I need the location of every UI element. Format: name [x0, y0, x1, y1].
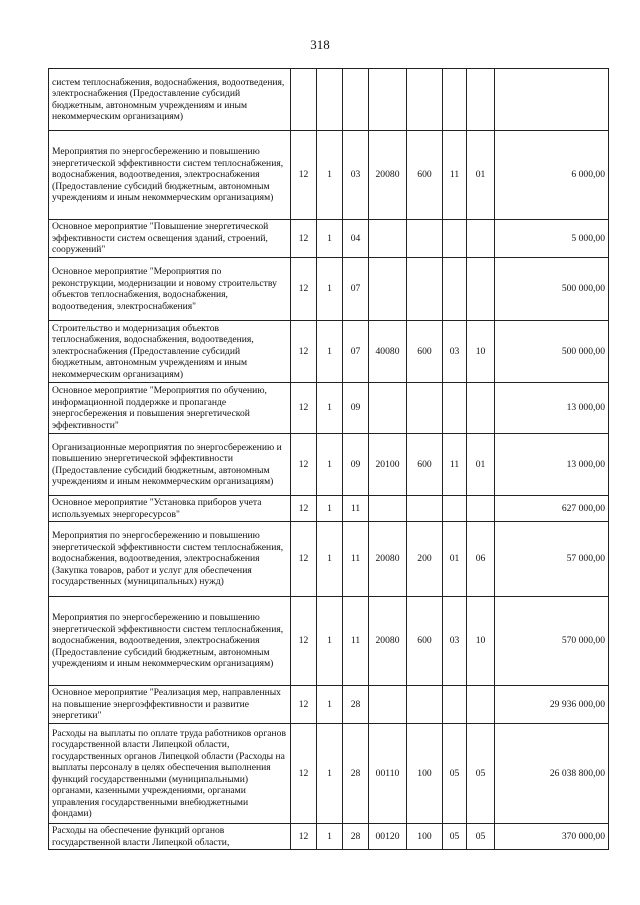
program-code: 12 — [291, 724, 317, 824]
program-code — [291, 69, 317, 131]
amount-cell: 6 000,00 — [495, 131, 609, 220]
row-description: Строительство и модернизация объектов теплоснабжения, водоснабжения, водоотведения, электроснабжения (Предоставление субсидий бюджетным, автономным учреждениям и иным некоммерческим организациям) — [49, 321, 291, 383]
table-row — [49, 321, 609, 383]
row-description: Основное мероприятие "Мероприятия по обучению, информационной поддержке и пропаганде энергосбережения и повышения энергетической эффективности" — [49, 383, 291, 434]
program-code: 12 — [291, 131, 317, 220]
amount-cell: 29 936 000,00 — [495, 686, 609, 724]
table-row — [49, 724, 609, 824]
amount-cell: 627 000,00 — [495, 496, 609, 522]
table-row — [49, 597, 609, 686]
subprogram-code: 1 — [317, 434, 343, 496]
direction-code: 20080 — [369, 597, 407, 686]
subprogram-code: 1 — [317, 824, 343, 850]
subsection-code: 06 — [467, 522, 495, 597]
section-code: 11 — [443, 434, 467, 496]
activity-code: 11 — [343, 496, 369, 522]
subsection-code: 10 — [467, 321, 495, 383]
subsection-code — [467, 258, 495, 321]
section-code — [443, 220, 467, 258]
table-row — [49, 69, 609, 131]
row-description: Расходы на выплаты по оплате труда работников органов государственной власти Липецкой области, государственных органов Липецкой области (Расходы на выплаты персоналу в целях обеспечения выполнения функций государственными (муниципальными) органами, казенными учреждениями, органами управления государственными внебюджетными фондами) — [49, 724, 291, 824]
expense-type-code: 600 — [407, 131, 443, 220]
table-row — [49, 824, 609, 850]
section-code — [443, 69, 467, 131]
expense-type-code: 600 — [407, 321, 443, 383]
direction-code — [369, 258, 407, 321]
table-row — [49, 131, 609, 220]
subsection-code: 05 — [467, 824, 495, 850]
expense-type-code: 100 — [407, 824, 443, 850]
table-body — [49, 69, 609, 850]
amount-cell: 570 000,00 — [495, 597, 609, 686]
program-code: 12 — [291, 496, 317, 522]
section-code — [443, 258, 467, 321]
row-description: Основное мероприятие "Повышение энергетической эффективности систем освещения зданий, строений, сооружений" — [49, 220, 291, 258]
activity-code: 09 — [343, 434, 369, 496]
subprogram-code: 1 — [317, 496, 343, 522]
section-code — [443, 686, 467, 724]
direction-code — [369, 383, 407, 434]
section-code: 11 — [443, 131, 467, 220]
direction-code: 20100 — [369, 434, 407, 496]
subsection-code: 01 — [467, 131, 495, 220]
activity-code: 11 — [343, 522, 369, 597]
section-code: 05 — [443, 724, 467, 824]
subprogram-code: 1 — [317, 220, 343, 258]
activity-code: 04 — [343, 220, 369, 258]
subsection-code: 05 — [467, 724, 495, 824]
activity-code — [343, 69, 369, 131]
subsection-code: 10 — [467, 597, 495, 686]
subprogram-code: 1 — [317, 131, 343, 220]
row-description: систем теплоснабжения, водоснабжения, водоотведения, электроснабжения (Предоставление субсидий бюджетным, автономным учреждениям и иным некоммерческим организациям) — [49, 69, 291, 131]
expense-type-code: 200 — [407, 522, 443, 597]
table-row — [49, 220, 609, 258]
amount-cell: 13 000,00 — [495, 383, 609, 434]
activity-code: 28 — [343, 724, 369, 824]
subprogram-code: 1 — [317, 724, 343, 824]
table-row — [49, 496, 609, 522]
direction-code: 40080 — [369, 321, 407, 383]
expense-type-code: 100 — [407, 724, 443, 824]
row-description: Мероприятия по энергосбережению и повышению энергетической эффективности систем теплоснабжения, водоснабжения, водоотведения, электроснабжения (Предоставление субсидий бюджетным, автономным учреждениям и иным некоммерческим организациям) — [49, 131, 291, 220]
amount-cell: 26 038 800,00 — [495, 724, 609, 824]
subprogram-code: 1 — [317, 597, 343, 686]
amount-cell — [495, 69, 609, 131]
program-code: 12 — [291, 220, 317, 258]
direction-code: 20080 — [369, 522, 407, 597]
table-row — [49, 258, 609, 321]
activity-code: 28 — [343, 686, 369, 724]
program-code: 12 — [291, 686, 317, 724]
expense-type-code — [407, 220, 443, 258]
amount-cell: 500 000,00 — [495, 258, 609, 321]
row-description: Основное мероприятие "Установка приборов учета используемых энергоресурсов" — [49, 496, 291, 522]
section-code — [443, 496, 467, 522]
activity-code: 09 — [343, 383, 369, 434]
program-code: 12 — [291, 321, 317, 383]
direction-code — [369, 220, 407, 258]
row-description: Организационные мероприятия по энергосбережению и повышению энергетической эффективности (Предоставление субсидий бюджетным, автономным учреждениям и иным некоммерческим организациям) — [49, 434, 291, 496]
expense-type-code — [407, 69, 443, 131]
section-code: 03 — [443, 597, 467, 686]
direction-code: 00110 — [369, 724, 407, 824]
subsection-code — [467, 69, 495, 131]
table-row — [49, 434, 609, 496]
expense-type-code — [407, 686, 443, 724]
row-description: Расходы на обеспечение функций органов государственной власти Липецкой области, — [49, 824, 291, 850]
activity-code: 11 — [343, 597, 369, 686]
subsection-code — [467, 220, 495, 258]
subprogram-code: 1 — [317, 321, 343, 383]
program-code: 12 — [291, 522, 317, 597]
direction-code — [369, 686, 407, 724]
row-description: Мероприятия по энергосбережению и повышению энергетической эффективности систем теплоснабжения, водоснабжения, водоотведения, электроснабжения (Закупка товаров, работ и услуг для обеспечения государственных (муниципальных) нужд) — [49, 522, 291, 597]
expense-type-code — [407, 383, 443, 434]
subprogram-code: 1 — [317, 258, 343, 321]
program-code: 12 — [291, 824, 317, 850]
section-code: 01 — [443, 522, 467, 597]
subsection-code — [467, 496, 495, 522]
subprogram-code: 1 — [317, 522, 343, 597]
amount-cell: 13 000,00 — [495, 434, 609, 496]
subsection-code: 01 — [467, 434, 495, 496]
subprogram-code: 1 — [317, 686, 343, 724]
subsection-code — [467, 686, 495, 724]
section-code: 03 — [443, 321, 467, 383]
amount-cell: 57 000,00 — [495, 522, 609, 597]
activity-code: 28 — [343, 824, 369, 850]
subprogram-code — [317, 69, 343, 131]
table-row — [49, 383, 609, 434]
amount-cell: 5 000,00 — [495, 220, 609, 258]
subprogram-code: 1 — [317, 383, 343, 434]
table-row — [49, 686, 609, 724]
direction-code: 20080 — [369, 131, 407, 220]
program-code: 12 — [291, 597, 317, 686]
activity-code: 07 — [343, 258, 369, 321]
row-description: Основное мероприятие "Мероприятия по реконструкции, модернизации и новому строительству объектов теплоснабжения, водоснабжения, водоотведения, электроснабжения" — [49, 258, 291, 321]
direction-code — [369, 496, 407, 522]
subsection-code — [467, 383, 495, 434]
amount-cell: 370 000,00 — [495, 824, 609, 850]
budget-table — [48, 68, 609, 850]
expense-type-code — [407, 496, 443, 522]
activity-code: 07 — [343, 321, 369, 383]
table-row — [49, 522, 609, 597]
program-code: 12 — [291, 258, 317, 321]
section-code — [443, 383, 467, 434]
activity-code: 03 — [343, 131, 369, 220]
program-code: 12 — [291, 434, 317, 496]
program-code: 12 — [291, 383, 317, 434]
amount-cell: 500 000,00 — [495, 321, 609, 383]
direction-code: 00120 — [369, 824, 407, 850]
expense-type-code: 600 — [407, 434, 443, 496]
section-code: 05 — [443, 824, 467, 850]
row-description: Мероприятия по энергосбережению и повышению энергетической эффективности систем теплоснабжения, водоснабжения, водоотведения, электроснабжения (Предоставление субсидий бюджетным, автономным учреждениям и иным некоммерческим организациям) — [49, 597, 291, 686]
expense-type-code: 600 — [407, 597, 443, 686]
row-description: Основное мероприятие "Реализация мер, направленных на повышение энергоэффективности и развитие энергетики" — [49, 686, 291, 724]
direction-code — [369, 69, 407, 131]
page-number: 318 — [310, 37, 330, 52]
expense-type-code — [407, 258, 443, 321]
